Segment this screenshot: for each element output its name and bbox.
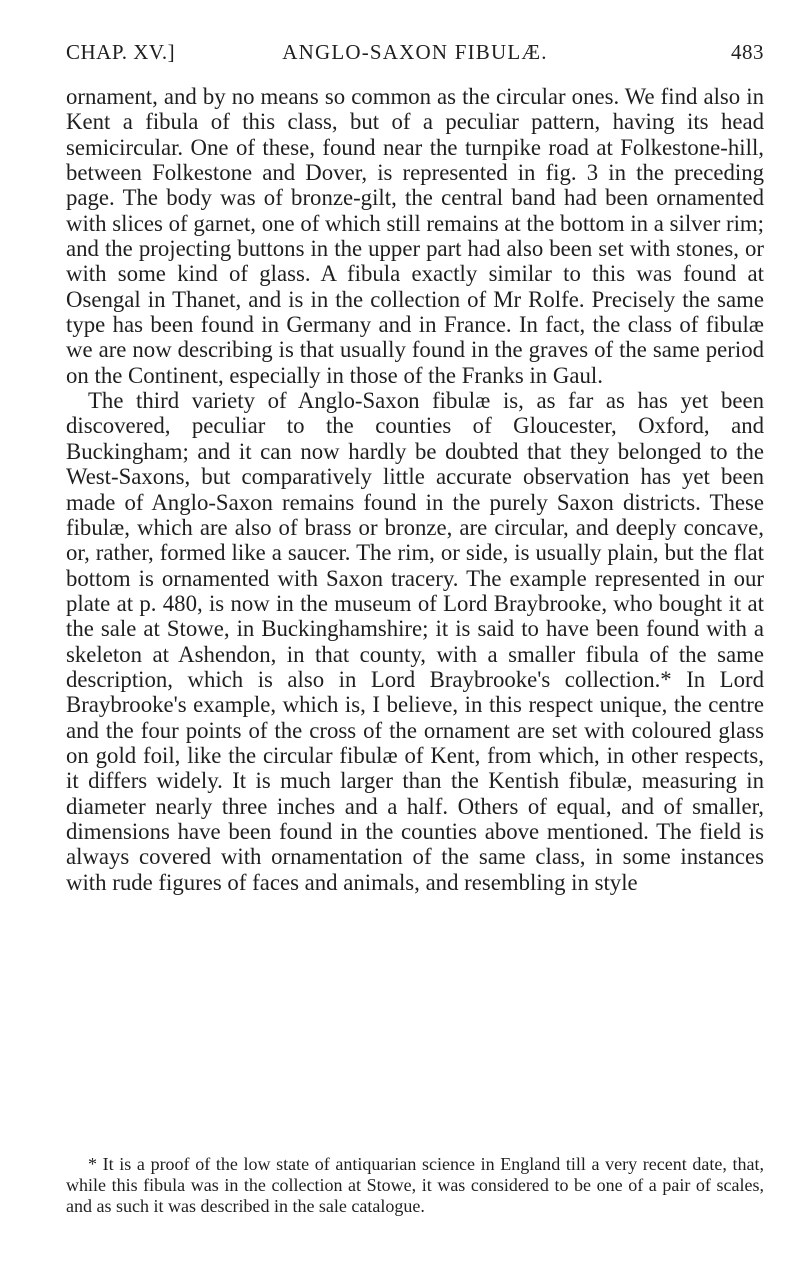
running-head — [66, 40, 764, 70]
paragraph-1: ornament, and by no means so common as the circular ones. We find also in Kent a fibula of this class, but of a peculiar pattern, having its head semicircular. One of these, found near the turnpike road at Folkestone-hill, between Folkestone and Dover, is represented in fig. 3 in the preceding page. The body was of bronze-gilt, the central band had been ornamented with slices of garnet, one of which still remains at the bottom in a silver rim; and the projecting buttons in the upper part had also been set with stones, or with some kind of glass. A fibula exactly similar to this was found at Osengal in Thanet, and is in the collection of Mr Rolfe. Precisely the same type has been found in Germany and in France. In fact, the class of fibulæ we are now describing is that usually found in the graves of the same period on the Continent, especially in those of the Franks in Gaul. — [66, 84, 764, 388]
footnote-text: * It is a proof of the low state of antiquarian science in England till a very recent date, that, while this fibula was in the collection at Stowe, it was considered to be one of a pair of scales, and as such it was described in the sale catalogue. — [66, 1154, 764, 1216]
body-text — [66, 84, 764, 895]
page-title: ANGLO-SAXON FIBULÆ. — [282, 40, 548, 64]
paragraph-2: The third variety of Anglo-Saxon fibulæ is, as far as has yet been discovered, peculiar to the counties of Gloucester, Oxford, and Buckingham; and it can now hardly be doubted that they belonged to the West-Saxons, but comparatively little accurate observation has yet been made of Anglo-Saxon remains found in the purely Saxon districts. These fibulæ, which are also of brass or bronze, are circular, and deeply concave, or, rather, formed like a saucer. The rim, or side, is usually plain, but the flat bottom is ornamented with Saxon tracery. The example represented in our plate at p. 480, is now in the museum of Lord Braybrooke, who bought it at the sale at Stowe, in Buckinghamshire; it is said to have been found with a skeleton at Ashendon, in that county, with a smaller fibula of the same description, which is also in Lord Braybrooke's collection.* In Lord Braybrooke's example, which is, I believe, in this respect unique, the centre and the four points of the cross of the ornament are set with coloured glass on gold foil, like the circular fibulæ of Kent, from which, in other respects, it differs widely. It is much larger than the Kentish fibulæ, measuring in diameter nearly three inches and a half. Others of equal, and of smaller, dimensions have been found in the counties above mentioned. The field is always covered with ornamentation of the same class, in some instances with rude figures of faces and animals, and resembling in style — [66, 388, 764, 895]
chapter-label: CHAP. XV.] — [66, 40, 176, 64]
page-number: 483 — [731, 40, 764, 64]
footnote — [66, 1154, 764, 1217]
